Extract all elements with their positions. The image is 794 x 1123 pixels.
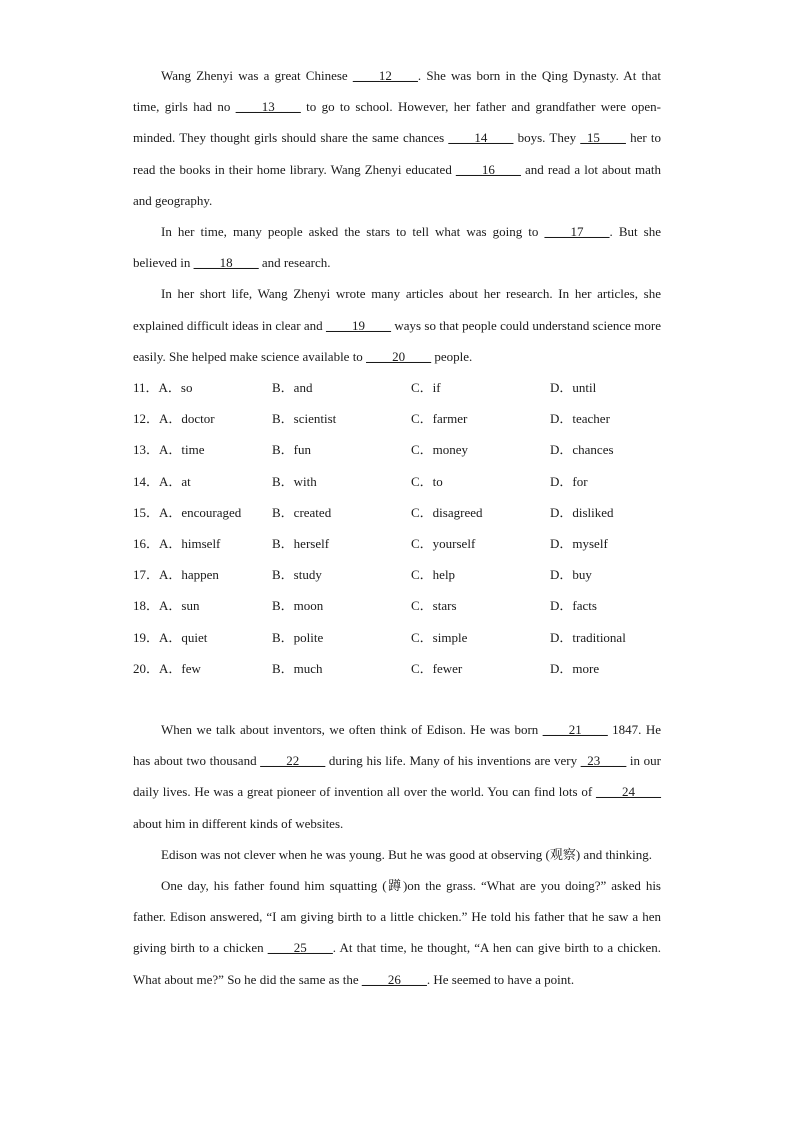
blank-23: _23____	[580, 753, 627, 769]
text: people.	[431, 348, 473, 364]
option-d: D．more	[550, 660, 600, 676]
option-b: B．scientist	[272, 411, 337, 427]
question-row	[133, 559, 661, 590]
question-row	[133, 497, 661, 528]
option-b: B．herself	[272, 535, 330, 551]
option-c: C．to	[411, 473, 443, 489]
option-a: 19．A．quiet	[133, 629, 208, 645]
option-a: 12．A．doctor	[133, 411, 215, 427]
passage1-paragraph-3	[133, 278, 661, 372]
text: to go to school. However, her father and grandfather were open-minded. They thought girls should share the same chances	[133, 99, 661, 146]
blank-22: ____22____	[260, 753, 326, 769]
text: her to read the books in their home library. Wang Zhenyi educated	[133, 130, 661, 177]
option-c: C．fewer	[411, 660, 463, 676]
option-a: 18．A．sun	[133, 598, 200, 614]
blank-24: ____24____	[596, 784, 661, 800]
text: . He seemed to have a point.	[426, 971, 575, 987]
text: about him in different kinds of websites.	[133, 815, 344, 831]
passage1-paragraph-2	[133, 216, 661, 278]
question-row	[133, 622, 661, 653]
option-d: D．buy	[550, 567, 592, 583]
option-d: D．chances	[550, 442, 614, 458]
blank-18: ____18____	[193, 255, 259, 271]
option-b: B．fun	[272, 442, 312, 458]
text: 1847. He has about two thousand	[133, 721, 661, 769]
option-d: D．facts	[550, 598, 597, 614]
option-b: B．with	[272, 473, 317, 489]
option-c: C．help	[411, 567, 456, 583]
option-a: 16．A．himself	[133, 535, 221, 551]
text: ways so that people could understand science more easily. She helped make science available to	[133, 317, 661, 364]
option-c: C．stars	[411, 598, 457, 614]
option-c: C．if	[411, 380, 441, 396]
passage2-paragraph-2	[133, 839, 661, 870]
passage2-paragraph-1	[133, 714, 661, 839]
option-c: C．disagreed	[411, 504, 483, 520]
option-c: C．money	[411, 442, 469, 458]
blank-26: ____26____	[361, 971, 427, 987]
option-d: D．disliked	[550, 504, 614, 520]
blank-25: ____25____	[267, 940, 333, 956]
option-c: C．farmer	[411, 411, 468, 427]
blank-17: ____17____	[544, 224, 610, 240]
option-b: B．created	[272, 504, 332, 520]
option-d: D．myself	[550, 535, 608, 551]
blank-20: ____20____	[366, 348, 432, 364]
option-a: 15．A．encouraged	[133, 504, 242, 520]
question-row	[133, 590, 661, 621]
blank-14: ____14____	[448, 130, 514, 146]
option-d: D．for	[550, 473, 588, 489]
text: In her short life, Wang Zhenyi wrote many articles about her research. In her articles, she explained difficult ideas in clear and	[133, 286, 661, 333]
text: . But she believed in	[133, 224, 661, 271]
text: When we talk about inventors, we often think of Edison. He was born	[161, 721, 543, 737]
question-row	[133, 403, 661, 434]
passage1-paragraph-1	[133, 60, 661, 216]
blank-21: ____21____	[542, 721, 608, 737]
blank-19: ____19____	[326, 317, 392, 333]
question-row	[133, 372, 661, 403]
option-b: B．study	[272, 567, 322, 583]
text: . She was born in the Qing Dynasty. At that time, girls had no	[133, 68, 662, 115]
blank-13: ____13____	[235, 99, 301, 115]
question-options	[133, 372, 661, 684]
text: One day, his father found him squatting (蹲)on the grass. “What are you doing?” asked his father. Edison answered, “I am giving birth to a little chicken.” He told his father that he saw a hen giving birth to a chicken	[133, 877, 661, 956]
option-d: D．until	[550, 380, 597, 396]
blank-15: _15____	[580, 130, 626, 146]
passage2-paragraph-3	[133, 870, 661, 995]
section-gap	[133, 684, 661, 714]
text: Wang Zhenyi was a great Chinese	[161, 68, 353, 83]
option-a: 20．A．few	[133, 660, 201, 676]
text: Edison was not clever when he was young. But he was good at observing (观察) and thinking.	[161, 846, 653, 862]
option-c: C．simple	[411, 629, 468, 645]
text: during his life. Many of his inventions are very	[325, 753, 581, 769]
question-row	[133, 466, 661, 497]
text: In her time, many people asked the stars to tell what was going to	[161, 224, 545, 240]
text: boys. They	[513, 130, 581, 146]
text: and read a lot about math and geography.	[133, 161, 661, 208]
question-row	[133, 653, 661, 684]
option-d: D．traditional	[550, 629, 626, 645]
document-page	[133, 60, 661, 995]
option-a: 13．A．time	[133, 442, 205, 458]
text: in our daily lives. He was a great pioneer of invention all over the world. You can find lots of	[133, 753, 661, 800]
text: . At that time, he thought, “A hen can give birth to a chicken. What about me?” So he did the same as the	[133, 940, 661, 987]
option-b: B．much	[272, 660, 323, 676]
option-b: B．polite	[272, 629, 324, 645]
option-b: B．moon	[272, 598, 324, 614]
option-a: 11．A．so	[133, 380, 193, 396]
option-b: B．and	[272, 380, 313, 396]
option-c: C．yourself	[411, 535, 476, 551]
question-row	[133, 434, 661, 465]
option-a: 17．A．happen	[133, 567, 219, 583]
text: and research.	[258, 255, 331, 271]
option-d: D．teacher	[550, 411, 610, 427]
option-a: 14．A．at	[133, 473, 191, 489]
question-row	[133, 528, 661, 559]
blank-12: ____12____	[352, 68, 418, 83]
blank-16: ____16____	[455, 161, 521, 177]
